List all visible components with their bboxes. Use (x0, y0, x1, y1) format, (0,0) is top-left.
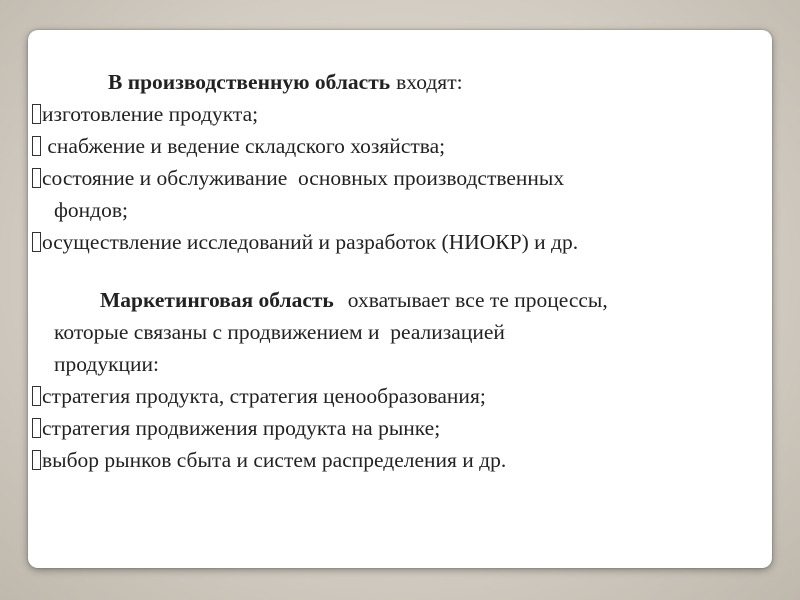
production-item-continuation (32, 194, 762, 226)
marketing-heading-rest: охватывает все те процессы, (347, 288, 608, 312)
marketing-continuation-label: которые связаны с продвижением и реализацией (54, 320, 505, 344)
bullet-box-icon (32, 450, 41, 470)
production-item (32, 130, 762, 162)
marketing-continuation (32, 348, 762, 380)
bullet-box-icon (32, 386, 41, 406)
bullet-box-icon (32, 136, 41, 156)
production-heading (32, 66, 762, 98)
marketing-item-label: стратегия продукта, стратегия ценообразования; (42, 384, 486, 408)
production-item-label: осуществление исследований и разработок (НИОКР) и др. (42, 230, 579, 254)
production-item-label: изготовление продукта; (42, 102, 259, 126)
slide-text (32, 66, 762, 476)
marketing-item (32, 444, 762, 476)
bullet-box-icon (32, 418, 41, 438)
marketing-continuation (32, 316, 762, 348)
production-item (32, 98, 762, 130)
marketing-heading-bold: Маркетинговая область (100, 288, 334, 312)
marketing-heading (32, 284, 762, 316)
marketing-item (32, 380, 762, 412)
production-item (32, 162, 762, 194)
bullet-box-icon (32, 168, 41, 188)
marketing-item-label: стратегия продвижения продукта на рынке; (42, 416, 441, 440)
bullet-box-icon (32, 104, 41, 124)
marketing-item (32, 412, 762, 444)
marketing-item-label: выбор рынков сбыта и систем распределения и др. (42, 448, 507, 472)
production-item (32, 226, 762, 258)
bullet-box-icon (32, 232, 41, 252)
production-item-label: снабжение и ведение складского хозяйства; (42, 134, 446, 158)
marketing-continuation-label: продукции: (54, 352, 160, 376)
section-spacer (32, 258, 762, 284)
production-heading-bold: В производственную область (108, 70, 391, 94)
production-heading-rest: входят: (396, 70, 463, 94)
production-item-label: состояние и обслуживание основных производственных (42, 166, 565, 190)
production-item-continuation-label: фондов; (54, 198, 129, 222)
